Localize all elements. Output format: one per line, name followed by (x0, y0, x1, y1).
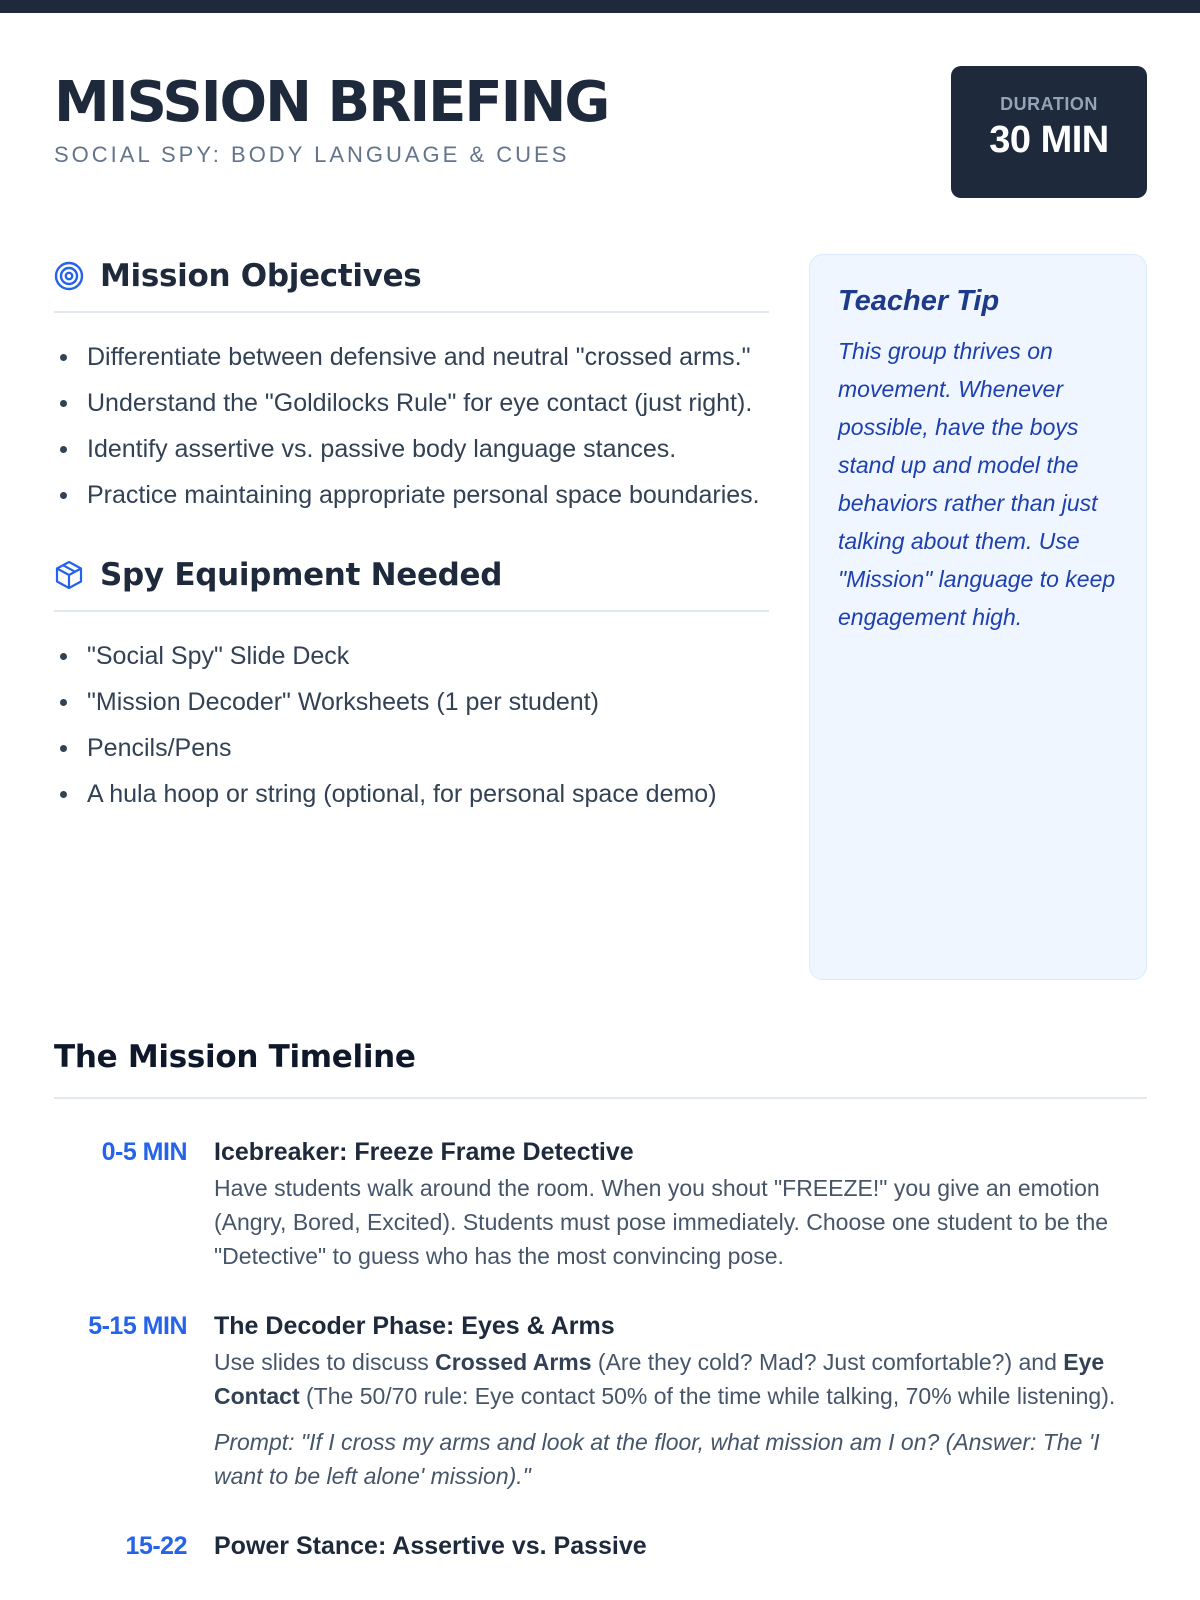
list-item: A hula hoop or string (optional, for personal space demo) (54, 774, 769, 814)
timeline-description (214, 1345, 1147, 1413)
description-text: (The 50/70 rule: Eye contact 50% of the time while talking, 70% while listening). (299, 1383, 1116, 1409)
divider (54, 311, 769, 313)
timeline-time: 15-22 (125, 1532, 187, 1560)
description-text: (Are they cold? Mad? Just comfortable?) and (591, 1349, 1064, 1375)
timeline-body (214, 1135, 1147, 1273)
duration-value: 30 MIN (989, 119, 1109, 161)
teacher-tip-box (809, 254, 1147, 980)
list-item: Pencils/Pens (54, 728, 769, 768)
timeline-body (214, 1529, 1147, 1563)
description-text: Use slides to discuss (214, 1349, 436, 1375)
timeline-prompt: Prompt: "If I cross my arms and look at the floor, what mission am I on? (Answer: The 'I want to be left alone' mission)." (214, 1429, 1100, 1489)
timeline-description: Have students walk around the room. When you shout "FREEZE!" you give an emotion (Angry, Bored, Excited). Students must pose immediately. Choose one student to be the "Detective" to guess who has the most convincing pose. (214, 1175, 1109, 1269)
target-icon (54, 261, 84, 291)
equipment-heading: Spy Equipment Needed (100, 557, 503, 593)
timeline-section (54, 1035, 1147, 1563)
objectives-heading: Mission Objectives (100, 258, 422, 294)
timeline-entry (54, 1529, 1147, 1563)
timeline-title: Icebreaker: Freeze Frame Detective (214, 1138, 634, 1166)
teacher-tip-text: This group thrives on movement. Whenever possible, have the boys stand up and model the behaviors rather than just talking about them. Use "Mission" language to keep engagement high. (838, 338, 1116, 630)
page-subtitle: SOCIAL SPY: BODY LANGUAGE & CUES (54, 142, 570, 167)
description-term: Eye Contact (214, 1349, 1105, 1409)
timeline-entry (54, 1135, 1147, 1273)
description-term: Crossed Arms (435, 1349, 592, 1375)
duration-label: DURATION (1000, 94, 1098, 114)
top-bar (0, 0, 1200, 13)
objectives-section (54, 254, 769, 515)
equipment-header (54, 553, 769, 597)
timeline-title: The Decoder Phase: Eyes & Arms (214, 1312, 615, 1340)
list-item: "Mission Decoder" Worksheets (1 per student) (54, 682, 769, 722)
timeline-body (214, 1309, 1147, 1493)
cube-icon (54, 560, 84, 590)
equipment-list (54, 636, 769, 814)
timeline-title: Power Stance: Assertive vs. Passive (214, 1532, 647, 1560)
list-item: Identify assertive vs. passive body language stances. (54, 429, 769, 469)
timeline-entry (54, 1309, 1147, 1493)
list-item: "Social Spy" Slide Deck (54, 636, 769, 676)
objectives-list (54, 337, 769, 515)
teacher-tip-title: Teacher Tip (838, 285, 1000, 317)
list-item: Differentiate between defensive and neutral "crossed arms." (54, 337, 769, 377)
duration-badge (951, 66, 1147, 198)
page-title: MISSION BRIEFING (54, 70, 609, 135)
list-item: Practice maintaining appropriate personal space boundaries. (54, 475, 769, 515)
divider (54, 1097, 1147, 1099)
objectives-header (54, 254, 769, 298)
header (54, 66, 1147, 201)
list-item: Understand the "Goldilocks Rule" for eye contact (just right). (54, 383, 769, 423)
divider (54, 610, 769, 612)
left-column (54, 254, 769, 820)
timeline-time: 0-5 MIN (101, 1138, 187, 1166)
equipment-section (54, 553, 769, 814)
timeline-heading: The Mission Timeline (54, 1039, 416, 1075)
timeline-time: 5-15 MIN (88, 1312, 187, 1340)
